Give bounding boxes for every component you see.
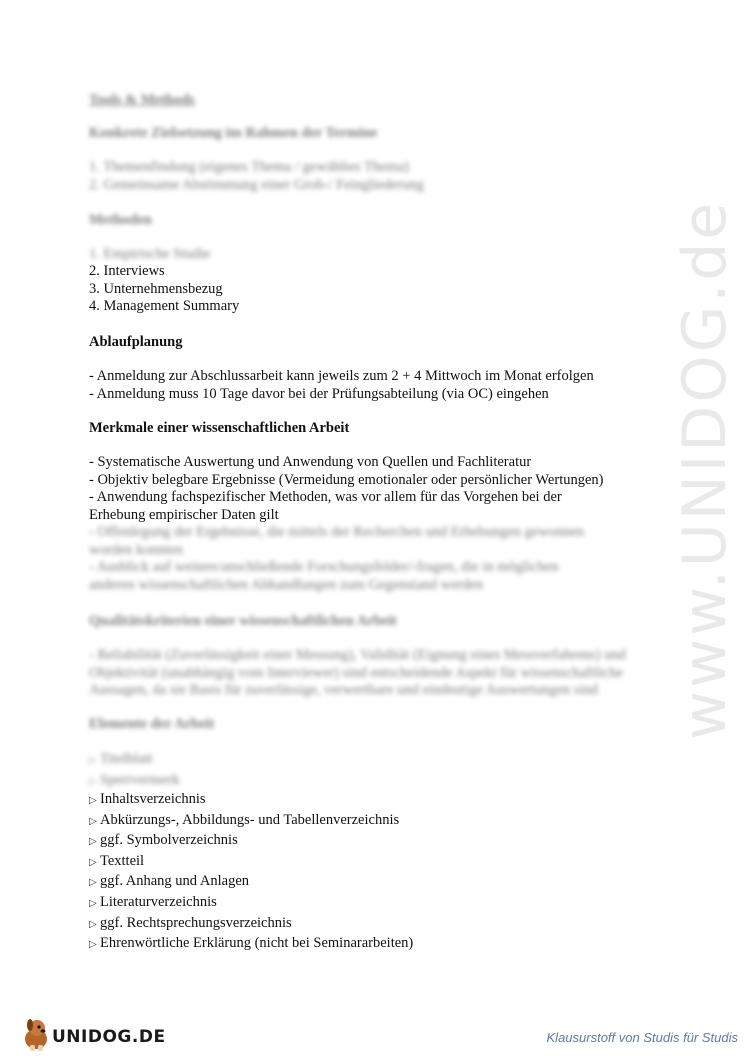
list-item (89, 751, 649, 770)
text-line: - Objektiv belegbare Ergebnisse (Vermeidung emotionaler oder persönlicher Wertungen) (89, 471, 604, 488)
text-line: 1. Themenfindung (eigenes Thema / gewähltes Thema) (89, 159, 410, 175)
text-line: 2. Interviews (89, 263, 165, 279)
text-line: 2. Gemeinsame Abstimmung einer Grob-/ Feingliederung (89, 176, 425, 193)
bullet-list (89, 751, 649, 790)
list-item-label: ggf. Anhang und Anlagen (100, 873, 250, 890)
triangle-bullet-icon: ▷ (89, 897, 97, 909)
list-item-label: Literaturverzeichnis (100, 893, 217, 910)
unidog-logo (22, 1015, 166, 1055)
text-line: - Reliabilität (Zuverlässigkeit einer Messung), Validität (Eignung eines Messverfahrens) und (89, 647, 626, 663)
list-item-label: ggf. Symbolverzeichnis (100, 832, 238, 849)
text-line: Aussagen, da sie Basis für zuverlässige, verwertbare und eindeutige Auswertungen sind (89, 682, 598, 699)
section-heading: Tools & Methods (89, 92, 195, 108)
triangle-bullet-icon: ▷ (89, 755, 97, 766)
triangle-bullet-icon: ▷ (89, 815, 97, 827)
logo-text: UNIDOG.DE (52, 1027, 166, 1047)
triangle-bullet-icon: ▷ (89, 856, 97, 868)
triangle-bullet-icon: ▷ (89, 918, 97, 930)
list-item (89, 790, 649, 811)
text-block (89, 524, 649, 594)
list-item-label: Textteil (100, 852, 145, 869)
text-line: - Ausblick auf weitere/anschließende Forschungsfelder/-fragen, die in möglichen (89, 559, 559, 576)
list-item-label: Inhaltsverzeichnis (100, 791, 206, 807)
bullet-list (89, 790, 649, 955)
text-block (89, 647, 649, 700)
text-line: - Anmeldung zur Abschlussarbeit kann jeweils zum 2 + 4 Mittwoch im Monat erfolgen (89, 368, 594, 384)
text-block (89, 263, 649, 316)
text-line: - Anwendung fachspezifischer Methoden, was vor allem für das Vorgehen bei der (89, 489, 562, 506)
section-heading: Konkrete Zielsetzung im Rahmen der Termine (89, 125, 378, 141)
text-line: 4. Management Summary (89, 298, 240, 315)
text-block (89, 368, 649, 403)
watermark (640, 199, 750, 770)
list-item (89, 893, 649, 914)
watermark-text: www.UNIDOG.de (670, 199, 740, 740)
list-item (89, 831, 649, 852)
list-item (89, 914, 649, 935)
section-heading: Methoden (89, 212, 152, 228)
list-item (89, 772, 649, 791)
text-block (89, 159, 649, 194)
text-line: Objektivität (unabhängig vom Interviewer) sind entscheidende Aspekt für wissenschaftliche (89, 664, 623, 681)
section-heading: Merkmale einer wissenschaftlichen Arbeit (89, 420, 350, 436)
list-item (89, 934, 649, 955)
list-item (89, 852, 649, 873)
section-heading: Qualitätskriterien einer wissenschaftlichen Arbeit (89, 613, 397, 629)
list-item-label: Sperrvermerk (100, 771, 180, 788)
list-item (89, 872, 649, 893)
dog-mascot-icon (22, 1017, 52, 1053)
footer-tagline: Klausurstoff von Studis für Studis (546, 1030, 738, 1045)
triangle-bullet-icon: ▷ (89, 877, 97, 889)
text-line: 3. Unternehmensbezug (89, 280, 223, 297)
text-line: anderen wissenschaftlichen Abhandlungen zum Gegenstand werden (89, 576, 484, 593)
list-item-label: ggf. Rechtsprechungsverzeichnis (100, 914, 292, 931)
text-line: 1. Empirische Studie (89, 246, 211, 262)
list-item-label: Ehrenwörtliche Erklärung (nicht bei Seminararbeiten) (100, 935, 414, 952)
triangle-bullet-icon: ▷ (89, 795, 97, 806)
section-heading: Ablaufplanung (89, 334, 183, 350)
text-block (89, 454, 649, 524)
list-item-label: Titelblatt (100, 751, 153, 767)
section-heading: Elemente der Arbeit (89, 716, 215, 732)
list-item (89, 811, 649, 832)
text-line: Erhebung empirischer Daten gilt (89, 506, 279, 523)
text-line: - Anmeldung muss 10 Tage davor bei der Prüfungsabteilung (via OC) eingehen (89, 385, 549, 402)
text-line: - Systematische Auswertung und Anwendung von Quellen und Fachliteratur (89, 454, 532, 470)
list-item-label: Abkürzungs-, Abbildungs- und Tabellenverzeichnis (100, 811, 400, 828)
triangle-bullet-icon: ▷ (89, 775, 97, 787)
text-line: worden konnten (89, 541, 183, 558)
triangle-bullet-icon: ▷ (89, 836, 97, 848)
text-line: - Offenlegung der Ergebnisse, die mittels der Recherchen und Erhebungen gewonnen (89, 524, 585, 540)
triangle-bullet-icon: ▷ (89, 939, 97, 951)
text-block (89, 246, 649, 264)
